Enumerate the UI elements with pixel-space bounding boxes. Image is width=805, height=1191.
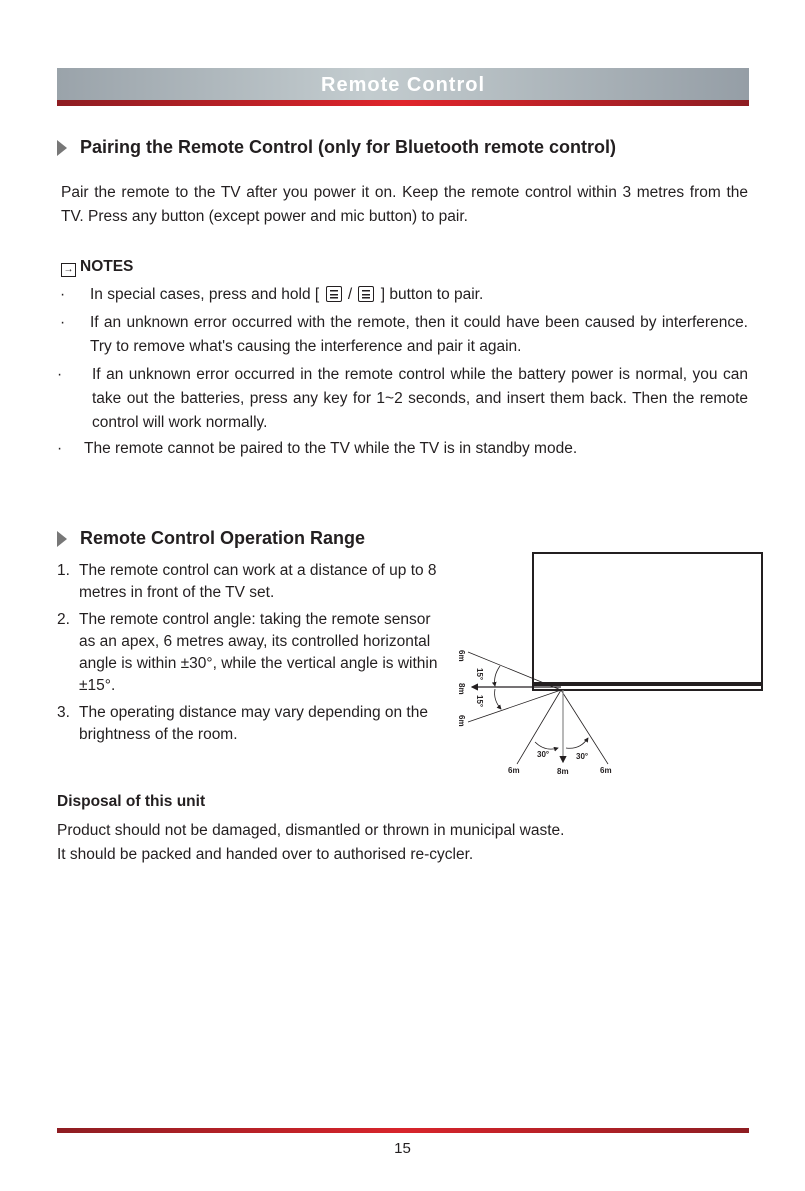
range-list	[57, 560, 447, 746]
list-button-icon	[358, 286, 374, 302]
note-item: · If an unknown error occurred in the remote control while the battery power is normal, you can take out the batteries, press any key for 1~2 seconds, and insert them back. Then the remote control will work normally.	[57, 366, 748, 431]
tv-outline	[533, 553, 762, 690]
pairing-text: Pair the remote to the TV after you power it on. Keep the remote control within 3 metres from the TV. Press any button (except power and mic button) to pair.	[61, 184, 748, 225]
section-banner	[57, 68, 749, 106]
label-side-mid: 8m	[457, 683, 466, 695]
notes-list	[57, 283, 748, 461]
label-bottom-mid: 8m	[557, 767, 569, 776]
page-number: 15	[394, 1140, 411, 1157]
range-heading-text: Remote Control Operation Range	[80, 528, 366, 548]
pairing-heading	[57, 137, 616, 158]
range-item: 3. The operating distance may vary depending on the brightness of the room.	[57, 704, 428, 743]
label-bottom-left: 6m	[508, 766, 520, 775]
label-angle-right: 30°	[576, 752, 589, 761]
note-item: · The remote cannot be paired to the TV while the TV is in standby mode.	[57, 440, 578, 457]
section-title: Remote Control	[321, 74, 485, 96]
triangle-bullet-icon	[57, 140, 67, 156]
range-item: 2. The remote control angle: taking the remote sensor as an apex, 6 metres away, its controlled horizontal angle is within ±30°, while the vertical angle is within ±15°.	[57, 611, 438, 694]
note-item: · In special cases, press and hold [ / ] button to pair.	[60, 286, 484, 303]
disposal-text: Product should not be damaged, dismantled or thrown in municipal waste. It should be packed and handed over to authorised re-cycler.	[57, 822, 565, 863]
range-item: 1. The remote control can work at a distance of up to 8 metres in front of the TV set.	[57, 562, 437, 601]
label-side-top: 6m	[457, 650, 466, 662]
range-heading	[57, 528, 365, 549]
label-angle-left: 30°	[537, 750, 550, 759]
menu-button-icon	[326, 286, 342, 302]
note-item: · If an unknown error occurred with the remote, then it could have been caused by interference. Try to remove what's causing the interference and pair it again.	[60, 314, 748, 355]
footer-bar	[57, 1128, 749, 1133]
label-bottom-right: 6m	[600, 766, 612, 775]
notes-heading	[61, 258, 133, 277]
note-arrow-icon: →	[61, 263, 76, 277]
banner-accent-bar	[57, 100, 749, 106]
tv-bottom-bezel	[533, 682, 762, 686]
label-angle-down: 15°	[475, 695, 484, 708]
disposal-heading: Disposal of this unit	[57, 793, 206, 810]
pairing-heading-text: Pairing the Remote Control (only for Bluetooth remote control)	[80, 137, 617, 157]
notes-heading-text: NOTES	[80, 258, 134, 275]
operation-range-diagram	[440, 540, 780, 780]
label-side-bottom: 6m	[457, 715, 466, 727]
label-angle-up: 15°	[475, 668, 484, 681]
triangle-bullet-icon	[57, 531, 67, 547]
